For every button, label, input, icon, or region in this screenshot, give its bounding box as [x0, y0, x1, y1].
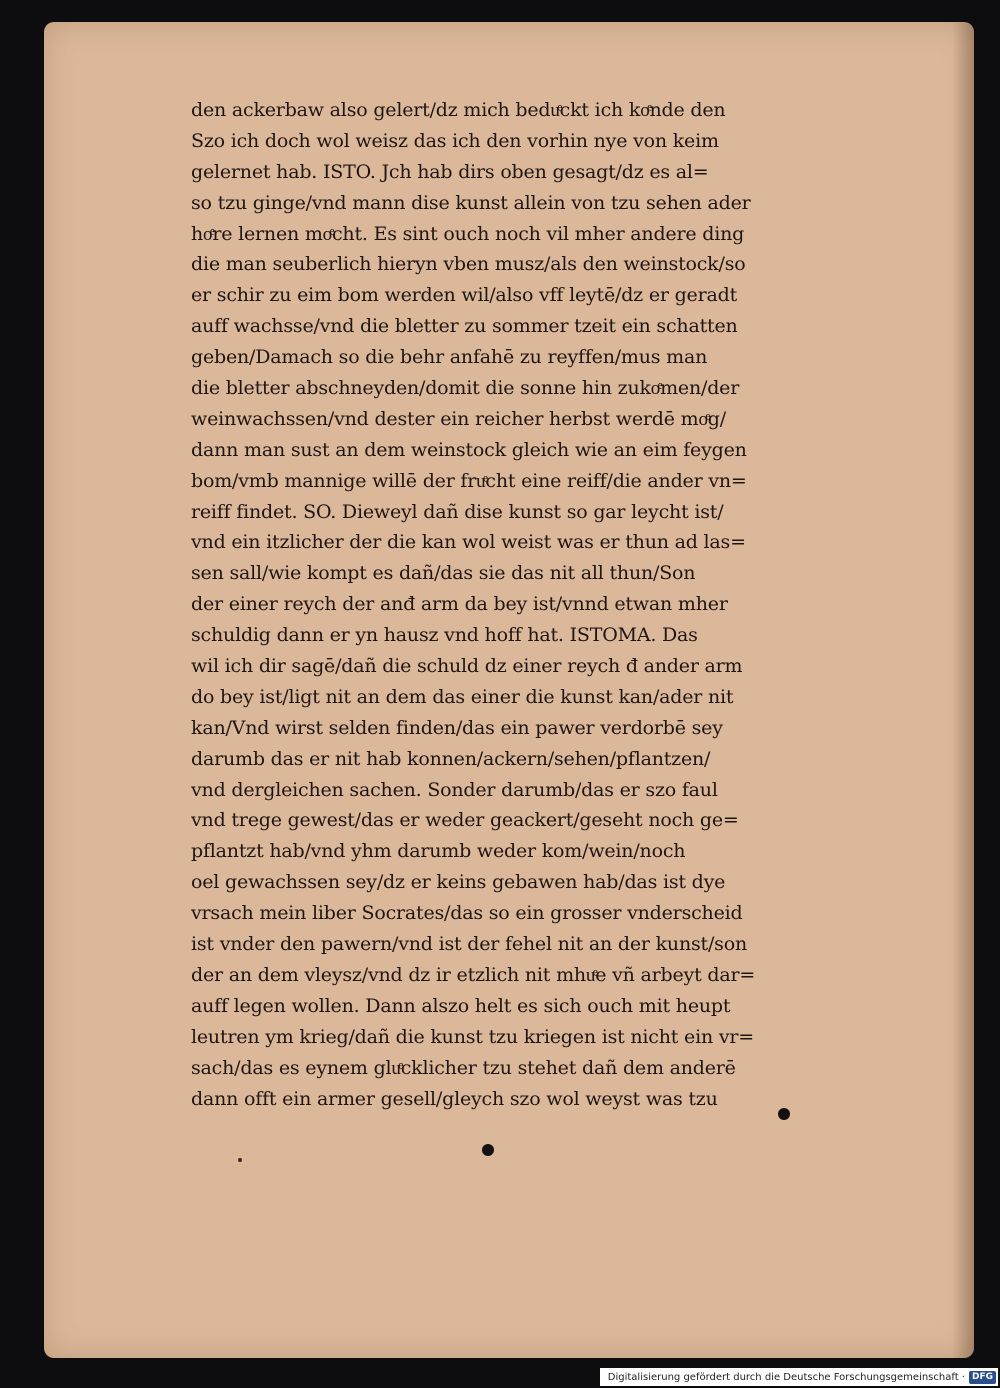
text-line: schuldig dann er yn hausz vnd hoff hat. ISTOMA. Das: [191, 624, 698, 647]
text-line: auff wachsse/vnd die bletter zu sommer tzeit ein schatten: [191, 315, 738, 338]
credit-text: Digitalisierung gefördert durch die Deutsche Forschungsgemeinschaft ·: [607, 1371, 965, 1383]
text-line: vnd dergleichen sachen. Sonder darumb/das er szo faul: [191, 778, 718, 801]
text-line: den ackerbaw also gelert/dz mich beduͤckt ich koͤnde den: [191, 99, 726, 121]
text-line: er schir zu eim bom werden wil/also vff leytē/dz er geradt: [191, 284, 738, 307]
text-line: pflantzt hab/vnd yhm darumb weder kom/wein/noch: [191, 840, 686, 863]
ink-blot: [482, 1144, 494, 1156]
dfg-logo-icon: DFG: [969, 1371, 996, 1384]
text-line: Szo ich doch wol weisz das ich den vorhin nye von keim: [191, 129, 719, 152]
text-line: oel gewachssen sey/dz er keins gebawen hab/das ist dye: [191, 871, 726, 894]
text-line: wil ich dir sagē/dañ die schuld dz einer reych đ ander arm: [191, 655, 743, 678]
text-line: gelernet hab. ISTO. Jch hab dirs oben gesagt/dz es al=: [191, 160, 709, 183]
text-line: bom/vmb mannige willē der fruͤcht eine reiff/die ander vn=: [191, 469, 747, 492]
text-line: auff legen wollen. Dann alszo helt es sich ouch mit heupt: [191, 994, 731, 1017]
text-line: ist vnder den pawern/vnd ist der fehel nit an der kunst/son: [191, 933, 748, 956]
text-line: reiff findet. SO. Dieweyl dañ dise kunst so gar leycht ist/: [191, 500, 724, 523]
page-gutter-shadow: [952, 22, 974, 1358]
text-line: weinwachssen/vnd dester ein reicher herbst werdē moͤg/: [191, 407, 726, 430]
paper-speck: [238, 1158, 242, 1162]
text-line: so tzu ginge/vnd mann dise kunst allein von tzu sehen ader: [191, 191, 751, 214]
text-line: dann offt ein armer gesell/gleych szo wol weyst was tzu: [191, 1087, 718, 1110]
text-line: geben/Damach so die behr anfahē zu reyffen/mus man: [191, 346, 708, 369]
ink-blot: [778, 1108, 790, 1120]
text-line: leutren ym krieg/dañ die kunst tzu kriegen ist nicht ein vr=: [191, 1025, 754, 1048]
text-line: der an dem vleysz/vnd dz ir etzlich nit mhuͤe vñ arbeyt dar=: [191, 963, 756, 986]
text-line: die man seuberlich hieryn vben musz/als den weinstock/so: [191, 253, 746, 276]
digitization-credit: [600, 1368, 998, 1386]
text-line: der einer reych der anđ arm da bey ist/vnnd etwan mher: [191, 593, 728, 616]
text-line: hoͤre lernen moͤcht. Es sint ouch noch vil mher andere ding: [191, 222, 745, 245]
text-line: die bletter abschneyden/domit die sonne hin zukoͤmen/der: [191, 377, 740, 400]
text-line: dann man sust an dem weinstock gleich wie an eim feygen: [191, 438, 747, 461]
text-line: vnd trege gewest/das er weder geackert/geseht noch ge=: [191, 809, 739, 832]
text-line: vnd ein itzlicher der die kan wol weist was er thun ad las=: [191, 531, 746, 554]
text-line: darumb das er nit hab konnen/ackern/sehen/pflantzen/: [191, 747, 711, 770]
text-line: do bey ist/ligt nit an dem das einer die kunst kan/ader nit: [191, 685, 734, 708]
text-line: sen sall/wie kompt es dañ/das sie das nit all thun/Son: [191, 562, 696, 585]
page-text-block: [191, 95, 873, 1114]
text-line: vrsach mein liber Socrates/das so ein grosser vnderscheid: [191, 902, 743, 925]
text-line: sach/das es eynem gluͤcklicher tzu stehet dañ dem anderē: [191, 1056, 736, 1079]
text-line: kan/Vnd wirst selden finden/das ein pawer verdorbē sey: [191, 716, 723, 739]
